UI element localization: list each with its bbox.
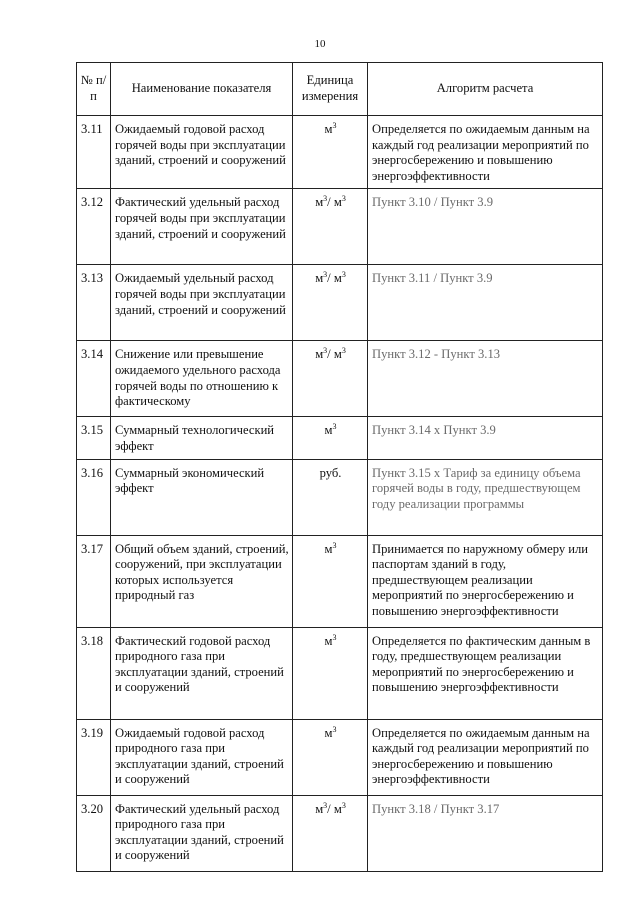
indicator-name: Снижение или превышение ожидаемого удельного расхода горячей воды по отношению к фактическому — [111, 341, 293, 417]
table-row — [77, 265, 603, 341]
row-number: 3.11 — [77, 116, 111, 189]
indicator-name: Общий объем зданий, строений, сооружений, при эксплуатации которых используется природный газ — [111, 535, 293, 627]
row-number: 3.18 — [77, 627, 111, 719]
unit-of-measure: $м^3$ — [293, 116, 368, 189]
unit-of-measure: $м^3$ — [293, 627, 368, 719]
table-row — [77, 189, 603, 265]
unit-of-measure: $м^3/$ $м^3$ — [293, 265, 368, 341]
table-row — [77, 341, 603, 417]
header-name: Наименование показателя — [111, 63, 293, 116]
header-unit: Единица измерения — [293, 63, 368, 116]
calculation-algorithm: Пункт 3.18 / Пункт 3.17 — [368, 795, 603, 871]
calculation-algorithm: Пункт 3.11 / Пункт 3.9 — [368, 265, 603, 341]
row-number: 3.14 — [77, 341, 111, 417]
row-number: 3.17 — [77, 535, 111, 627]
table-row — [77, 116, 603, 189]
unit-of-measure: $м^3/$ $м^3$ — [293, 341, 368, 417]
header-num: № п/п — [77, 63, 111, 116]
header-algo: Алгоритм расчета — [368, 63, 603, 116]
unit-of-measure: $м^3/$ $м^3$ — [293, 189, 368, 265]
unit-of-measure: $м^3/$ $м^3$ — [293, 795, 368, 871]
table-row — [77, 459, 603, 535]
indicator-name: Суммарный экономический эффект — [111, 459, 293, 535]
calculation-algorithm: Пункт 3.10 / Пункт 3.9 — [368, 189, 603, 265]
row-number: 3.19 — [77, 719, 111, 795]
table-row — [77, 417, 603, 459]
row-number: 3.15 — [77, 417, 111, 459]
unit-of-measure: $м^3$ — [293, 719, 368, 795]
indicator-name: Фактический удельный расход горячей воды при эксплуатации зданий, строений и сооружений — [111, 189, 293, 265]
calculation-algorithm: Пункт 3.15 х Тариф за единицу объема горячей воды в году, предшествующем году реализации программы — [368, 459, 603, 535]
table-row — [77, 795, 603, 871]
indicator-name: Ожидаемый годовой расход природного газа при эксплуатации зданий, строений и сооружений — [111, 719, 293, 795]
page-number: 10 — [314, 38, 326, 50]
calculation-algorithm: Принимается по наружному обмеру или паспортам зданий в году, предшествующем реализации мероприятий по энергосбережению и повышению энергоэффективности — [368, 535, 603, 627]
calculation-algorithm: Пункт 3.14 х Пункт 3.9 — [368, 417, 603, 459]
table-row — [77, 719, 603, 795]
unit-of-measure: руб. — [293, 459, 368, 535]
unit-of-measure: $м^3$ — [293, 535, 368, 627]
indicator-name: Фактический годовой расход природного газа при эксплуатации зданий, строений и сооружений — [111, 627, 293, 719]
indicators-table — [76, 62, 603, 872]
table-row — [77, 535, 603, 627]
row-number: 3.20 — [77, 795, 111, 871]
calculation-algorithm: Пункт 3.12 - Пункт 3.13 — [368, 341, 603, 417]
row-number: 3.12 — [77, 189, 111, 265]
row-number: 3.16 — [77, 459, 111, 535]
table-header-row — [77, 63, 603, 116]
table-row — [77, 627, 603, 719]
indicator-name: Фактический удельный расход природного газа при эксплуатации зданий, строений и сооружений — [111, 795, 293, 871]
calculation-algorithm: Определяется по ожидаемым данным на каждый год реализации мероприятий по энергосбережению и повышению энергоэффективности — [368, 116, 603, 189]
calculation-algorithm: Определяется по фактическим данным в году, предшествующем реализации мероприятий по энергосбережению и повышению энергоэффективности — [368, 627, 603, 719]
indicator-name: Ожидаемый удельный расход горячей воды при эксплуатации зданий, строений и сооружений — [111, 265, 293, 341]
indicator-name: Ожидаемый годовой расход горячей воды при эксплуатации зданий, строений и сооружений — [111, 116, 293, 189]
indicator-name: Суммарный технологический эффект — [111, 417, 293, 459]
unit-of-measure: $м^3$ — [293, 417, 368, 459]
row-number: 3.13 — [77, 265, 111, 341]
calculation-algorithm: Определяется по ожидаемым данным на каждый год реализации мероприятий по энергосбережению и повышению энергоэффективности — [368, 719, 603, 795]
